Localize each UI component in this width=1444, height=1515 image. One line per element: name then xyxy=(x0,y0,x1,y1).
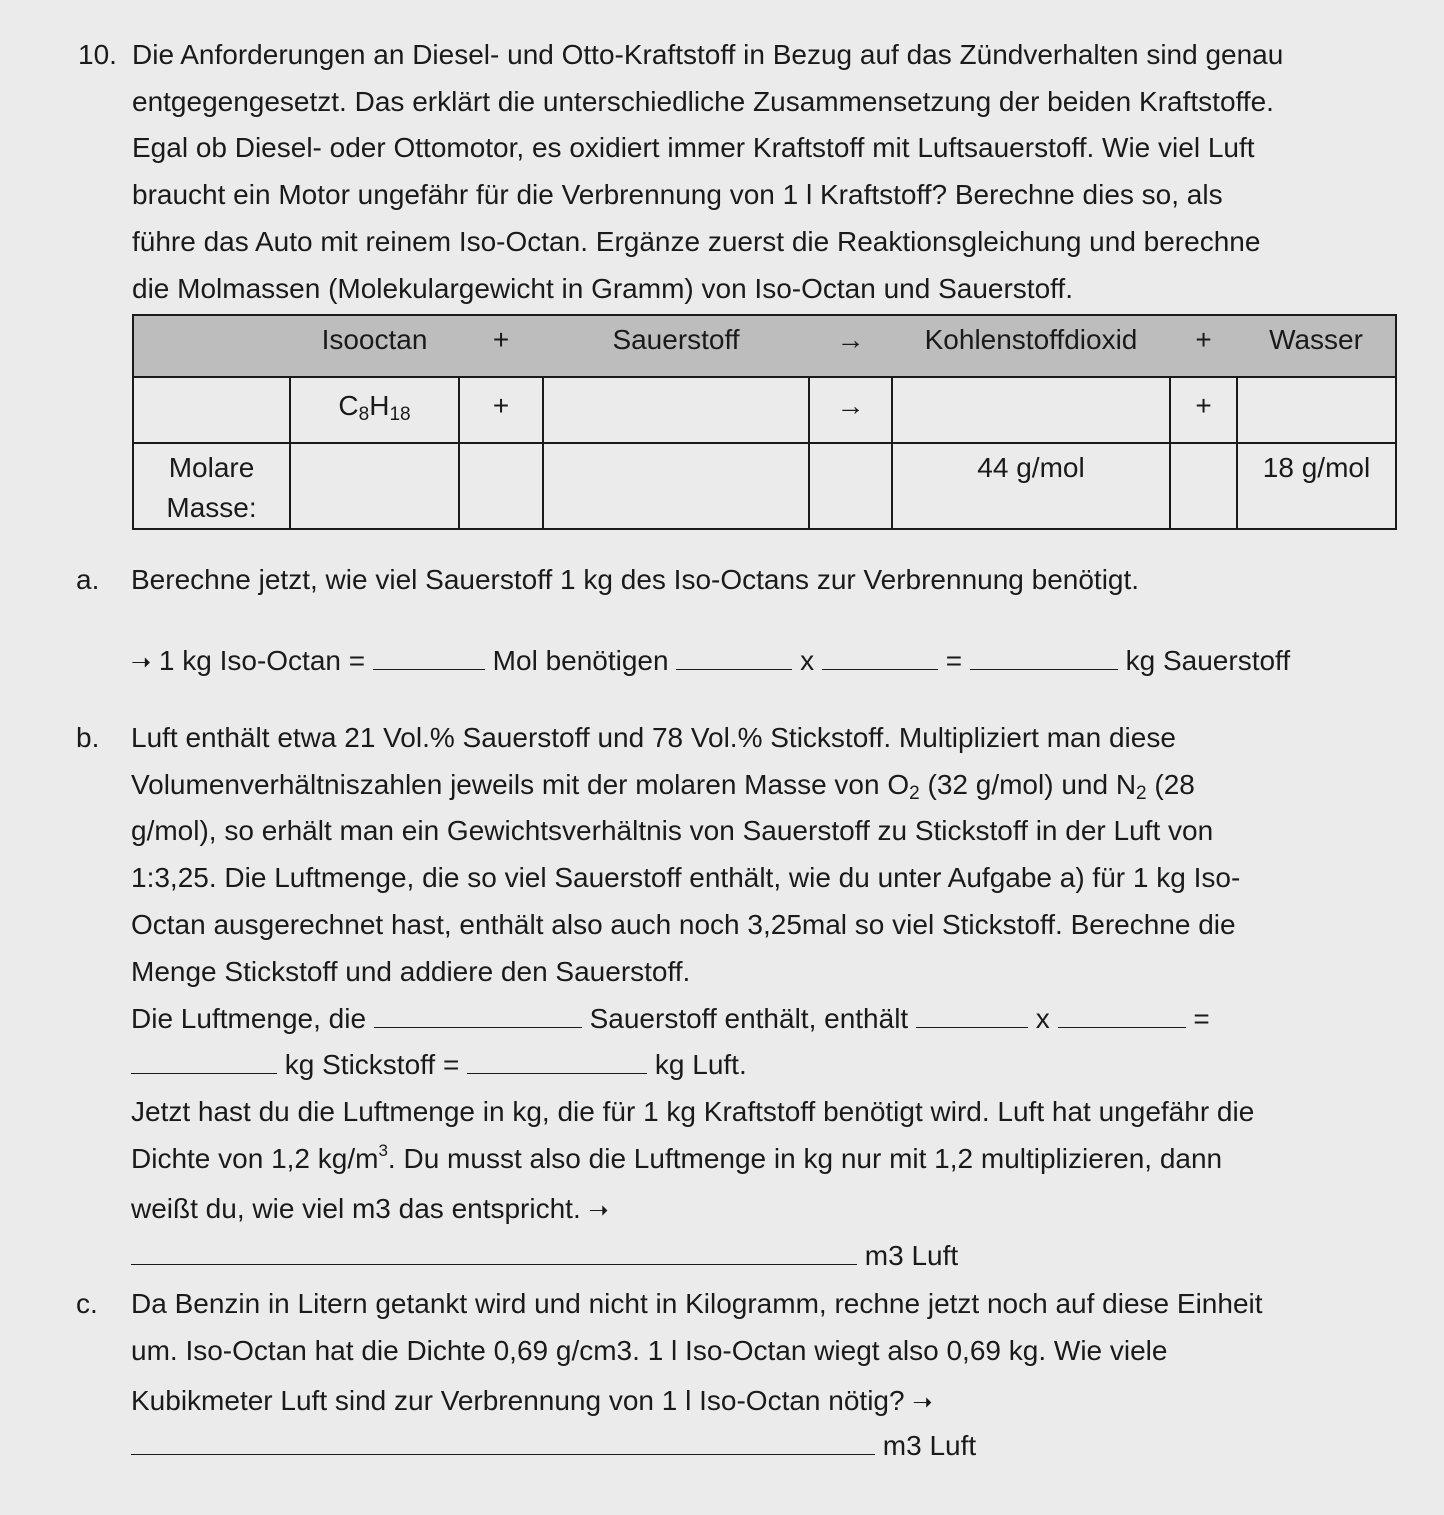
task-number: 10. xyxy=(78,39,117,70)
part-c-letter: c. xyxy=(76,1288,98,1319)
water-formula-field[interactable] xyxy=(1237,377,1396,443)
part-b-text: g/mol), so erhält man ein Gewichtsverhältnis von Sauerstoff zu Stickstoff in der Luft von xyxy=(131,815,1214,846)
molar-mass-label-line1: Molare xyxy=(168,452,255,483)
header-wasser: Wasser xyxy=(1237,315,1396,377)
arrow-icon: ➝ xyxy=(912,1389,933,1416)
part-c-text: Da Benzin in Litern getankt wird und nicht in Kilogramm, rechne jetzt noch auf diese Einheit xyxy=(131,1288,1263,1319)
part-b-text-fragment: Volumenverhältniszahlen jeweils mit der molaren Masse von O xyxy=(131,769,910,800)
formula-arrow: → xyxy=(809,377,892,443)
isooctan-mass-field[interactable] xyxy=(290,443,459,529)
part-a-unit: kg Sauerstoff xyxy=(1125,645,1291,676)
header-isooctan: Isooctan xyxy=(290,315,459,377)
air-m3-blank[interactable] xyxy=(131,1238,857,1265)
times-sign: x xyxy=(1035,1003,1050,1034)
part-b-fill-text: Die Luftmenge, die xyxy=(131,1003,367,1034)
oxygen-mass-field[interactable] xyxy=(543,443,809,529)
answer-unit: m3 Luft xyxy=(882,1430,977,1461)
header-arrow: → xyxy=(809,315,892,377)
part-b-text-fragment: . Du musst also die Luftmenge in kg nur mit 1,2 multiplizieren, dann xyxy=(387,1143,1223,1174)
part-b-text: Jetzt hast du die Luftmenge in kg, die für 1 kg Kraftstoff benötigt wird. Luft hat ungefähr die xyxy=(131,1096,1255,1127)
co2-formula-field[interactable] xyxy=(892,377,1170,443)
formula-c: C xyxy=(338,390,359,421)
part-b-text-fragment: Dichte von 1,2 kg/m xyxy=(131,1143,379,1174)
header-plus: + xyxy=(459,315,543,377)
reaction-table xyxy=(132,314,1397,530)
part-b-text xyxy=(131,1186,609,1232)
oxygen-formula-field[interactable] xyxy=(543,377,809,443)
oxygen-amount-blank[interactable] xyxy=(374,1001,582,1028)
nitrogen-subscript: 2 xyxy=(1136,783,1147,804)
molar-mass-row xyxy=(133,443,1396,529)
arrow-icon: ➝ xyxy=(131,649,152,676)
part-b-text: Octan ausgerechnet hast, enthält also auch noch 3,25mal so viel Stickstoff. Berechne die xyxy=(131,909,1236,940)
intro-line: Die Anforderungen an Diesel- und Otto-Kraftstoff in Bezug auf das Zündverhalten sind genau xyxy=(132,39,1284,70)
isooctan-formula xyxy=(290,377,459,443)
part-c-answer-line xyxy=(131,1423,976,1469)
oxygen-subscript: 2 xyxy=(909,783,920,804)
molar-mass-label-line2: Masse: xyxy=(166,492,257,523)
formula-plus: + xyxy=(459,377,543,443)
part-a-mol-text: Mol benötigen xyxy=(492,645,669,676)
part-b-text-fragment: weißt du, wie viel m3 das entspricht. xyxy=(131,1193,581,1224)
moles-blank[interactable] xyxy=(373,643,485,670)
header-sauerstoff: Sauerstoff xyxy=(543,315,809,377)
intro-line: braucht ein Motor ungefähr für die Verbrennung von 1 l Kraftstoff? Berechne dies so, als xyxy=(132,179,1223,210)
nitrogen-kg-blank[interactable] xyxy=(131,1047,277,1074)
header-plus: + xyxy=(1170,315,1237,377)
water-mass: 18 g/mol xyxy=(1237,443,1396,529)
table-header-row xyxy=(133,315,1396,377)
factor1-blank[interactable] xyxy=(676,643,792,670)
part-b-fill-text: kg Stickstoff = xyxy=(284,1049,460,1080)
header-kohlenstoffdioxid: Kohlenstoffdioxid xyxy=(892,315,1170,377)
part-b-text xyxy=(131,1136,1222,1182)
factor1-blank[interactable] xyxy=(916,1001,1028,1028)
formula-row xyxy=(133,377,1396,443)
equals-sign: = xyxy=(945,645,963,676)
part-b-answer-line xyxy=(131,1233,958,1279)
factor2-blank[interactable] xyxy=(1058,1001,1186,1028)
answer-unit: m3 Luft xyxy=(864,1240,959,1271)
part-c-text xyxy=(131,1378,932,1424)
part-b-letter: b. xyxy=(76,722,100,753)
molar-mass-label xyxy=(133,443,290,529)
formula-h-sub: 18 xyxy=(389,404,411,425)
mass-empty-cell xyxy=(459,443,543,529)
factor2-blank[interactable] xyxy=(822,643,938,670)
part-b-text: 1:3,25. Die Luftmenge, die so viel Sauerstoff enthält, wie du unter Aufgabe a) für 1 kg Iso- xyxy=(131,862,1241,893)
part-b-text: Menge Stickstoff und addiere den Sauerstoff. xyxy=(131,956,691,987)
part-b-fill-line xyxy=(131,996,1210,1042)
part-a-prefix: 1 kg Iso-Octan = xyxy=(158,645,366,676)
part-b-text: Luft enthält etwa 21 Vol.% Sauerstoff und 78 Vol.% Stickstoff. Multipliziert man diese xyxy=(131,722,1176,753)
part-b-text xyxy=(131,762,1195,808)
mass-empty-cell xyxy=(1170,443,1237,529)
part-a-fill-line xyxy=(131,638,1290,684)
part-b-fill-text: kg Luft. xyxy=(654,1049,747,1080)
header-empty-cell xyxy=(133,315,290,377)
co2-mass: 44 g/mol xyxy=(892,443,1170,529)
formula-empty-cell xyxy=(133,377,290,443)
part-b-fill-line xyxy=(131,1042,747,1088)
air-kg-blank[interactable] xyxy=(467,1047,647,1074)
mass-empty-cell xyxy=(809,443,892,529)
part-b-fill-text: Sauerstoff enthält, enthält xyxy=(589,1003,909,1034)
part-a-letter: a. xyxy=(76,564,100,595)
part-a-question: Berechne jetzt, wie viel Sauerstoff 1 kg des Iso-Octans zur Verbrennung benötigt. xyxy=(131,564,1140,595)
oxygen-kg-blank[interactable] xyxy=(970,643,1118,670)
part-b-text-fragment: (32 g/mol) und N xyxy=(919,769,1137,800)
cubic-superscript: 3 xyxy=(378,1141,388,1160)
intro-line: führe das Auto mit reinem Iso-Octan. Ergänze zuerst die Reaktionsgleichung und berechne xyxy=(132,226,1261,257)
arrow-icon: ➝ xyxy=(588,1197,609,1224)
part-c-text: um. Iso-Octan hat die Dichte 0,69 g/cm3. 1 l Iso-Octan wiegt also 0,69 kg. Wie viele xyxy=(131,1335,1168,1366)
intro-line: die Molmassen (Molekulargewicht in Gramm) von Iso-Octan und Sauerstoff. xyxy=(132,273,1073,304)
intro-line: entgegengesetzt. Das erklärt die unterschiedliche Zusammensetzung der beiden Kraftstoffe. xyxy=(132,86,1274,117)
air-m3-blank[interactable] xyxy=(131,1428,875,1455)
equals-sign: = xyxy=(1193,1003,1210,1034)
part-b-text-fragment: (28 xyxy=(1146,769,1195,800)
part-c-text-fragment: Kubikmeter Luft sind zur Verbrennung von 1 l Iso-Octan nötig? xyxy=(131,1385,905,1416)
formula-plus: + xyxy=(1170,377,1237,443)
formula-c-sub: 8 xyxy=(358,404,370,425)
formula-h: H xyxy=(369,390,390,421)
intro-line: Egal ob Diesel- oder Ottomotor, es oxidiert immer Kraftstoff mit Luftsauerstoff. Wie viel Luft xyxy=(132,132,1255,163)
times-sign: x xyxy=(800,645,815,676)
